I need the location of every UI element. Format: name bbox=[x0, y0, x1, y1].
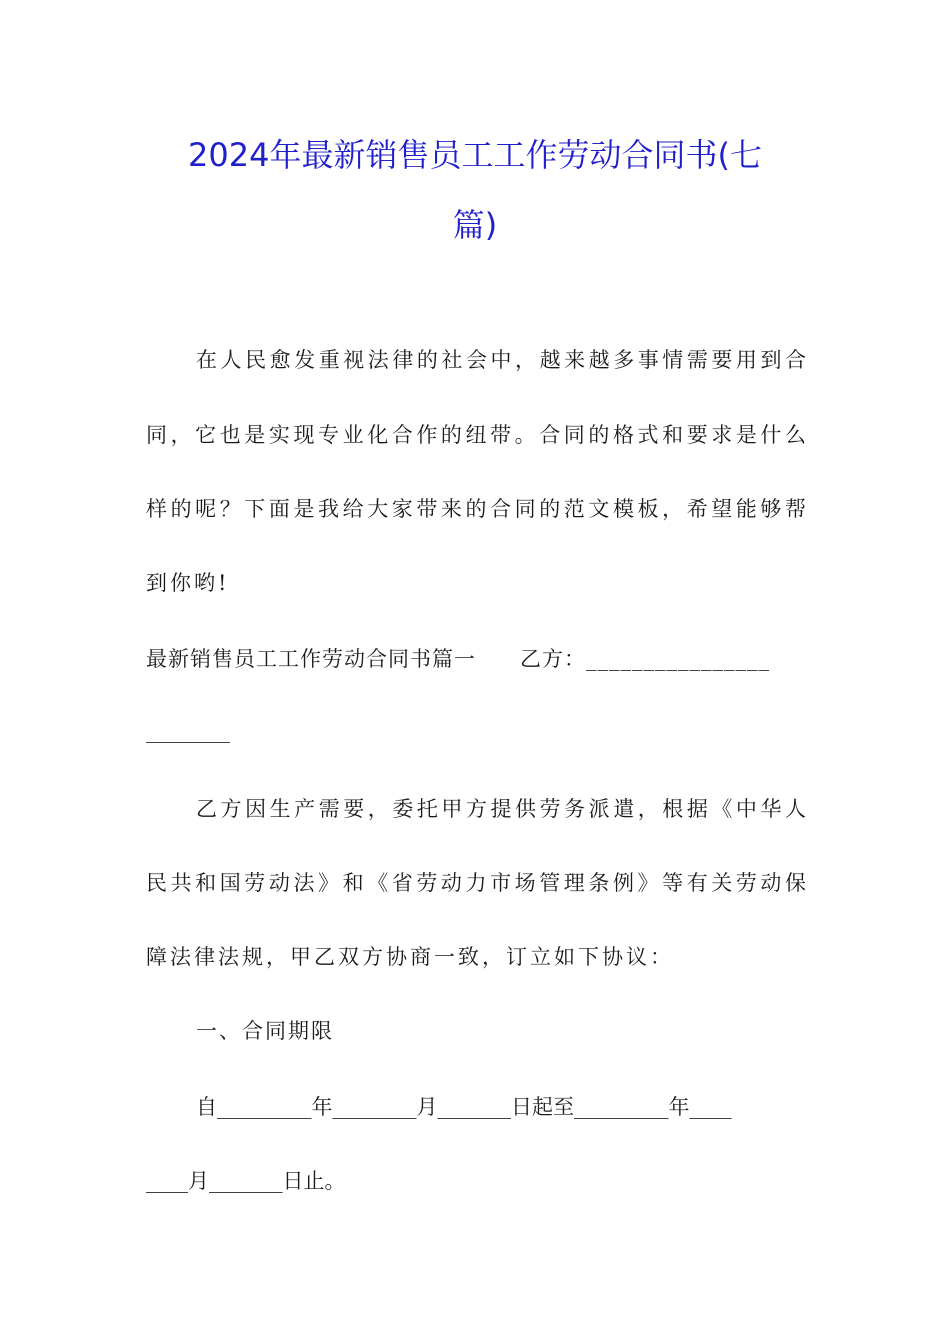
intro-line-2: 同，它也是实现专业化合作的纽带。合同的格式和要求是什么 bbox=[146, 423, 806, 447]
clause-heading: 一、合同期限 bbox=[196, 1019, 334, 1043]
body-line-2: 民共和国劳动法》和《省劳动力市场管理条例》等有关劳动保 bbox=[146, 871, 806, 895]
body-line-1: 乙方因生产需要，委托甲方提供劳务派遣，根据《中华人 bbox=[196, 797, 806, 821]
document-title-line-2: 篇) bbox=[452, 206, 498, 244]
section-heading-continuation: ________ bbox=[146, 719, 230, 743]
intro-line-4: 到你哟! bbox=[146, 571, 230, 595]
document-title-line-1: 2024年最新销售员工工作劳动合同书(七 bbox=[188, 136, 762, 174]
intro-line-1: 在人民愈发重视法律的社会中，越来越多事情需要用到合 bbox=[196, 348, 806, 372]
body-line-3: 障法律法规，甲乙双方协商一致，订立如下协议： bbox=[146, 945, 674, 969]
term-line-2: ____月_______日止。 bbox=[146, 1169, 346, 1193]
section-heading: 最新销售员工工作劳动合同书篇一 乙方：________________ bbox=[146, 647, 770, 671]
intro-line-3: 样的呢？下面是我给大家带来的合同的范文模板，希望能够帮 bbox=[146, 497, 806, 521]
term-line-1: 自_________年________月_______日起至_________年____ bbox=[196, 1095, 732, 1119]
